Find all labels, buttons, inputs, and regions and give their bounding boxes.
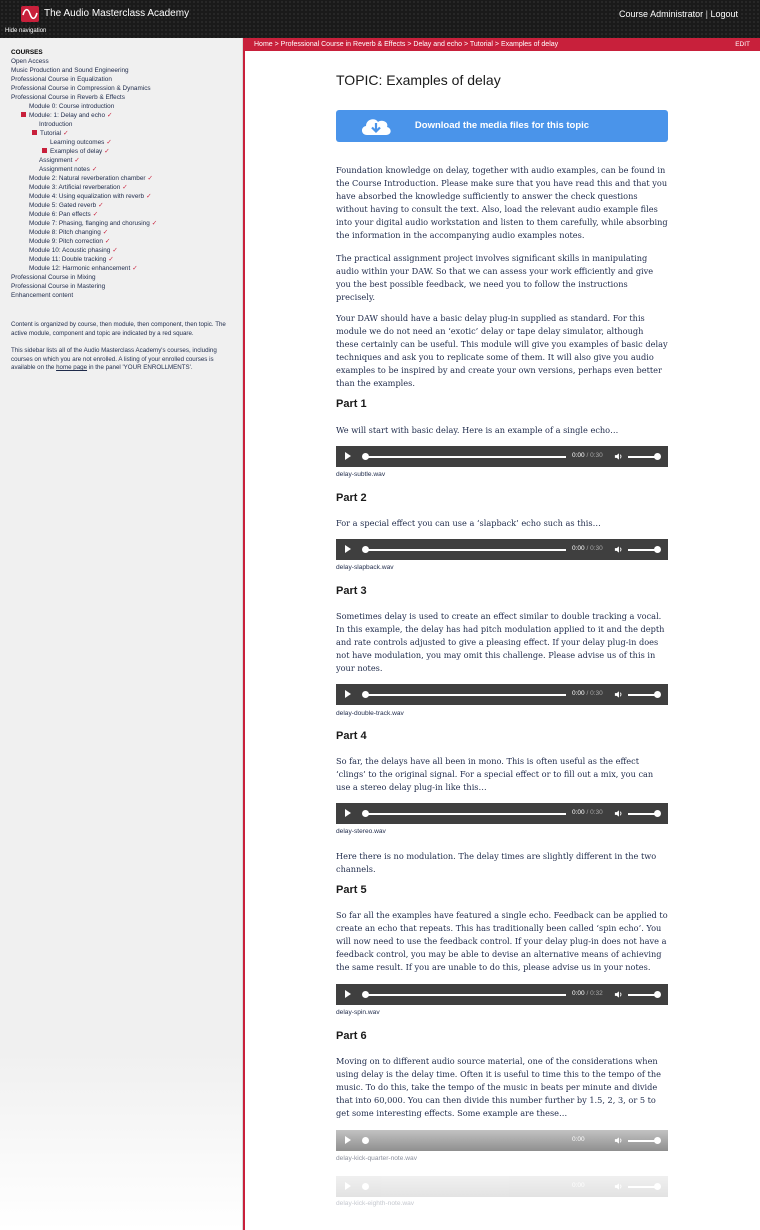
audio-player[interactable] [336,1176,668,1197]
play-icon[interactable] [345,809,351,817]
time-separator: / [584,545,591,552]
top-bar [0,0,760,38]
play-icon[interactable] [345,990,351,998]
time-separator: / [584,809,591,816]
nav-item[interactable] [11,219,157,228]
download-label: Download the media files for this topic [414,120,590,131]
check-icon: ✓ [122,184,128,191]
nav-item[interactable]: Introduction [39,121,73,128]
user-menu [619,9,738,19]
nav-item[interactable]: Enhancement content [11,292,74,299]
volume-handle[interactable] [654,810,661,817]
intro-paragraph-1: Foundation knowledge on delay, together with audio examples, can be found in the Course Introduction. Please make sure that you have read this and that you have absorbed the knowledge sufficiently to answer the check questions without having to consult the text. Also, load the relevant audio example files into your digital audio workstation and listen to them carefully, while absorbing the information in the accompanying audio examples notes. [336,165,668,240]
check-icon: ✓ [102,229,109,236]
audio-filename: delay-slapback.wav [336,564,394,571]
active-marker-icon [21,112,26,117]
total-time: 0:30 [590,809,603,816]
sidebar-note: Content is organized by course, then module, then component, then topic. The active module, component and topic are indicated by a red square. [11,321,226,337]
nav-item-label: Module: 1: Delay and echo [29,112,106,119]
part-5-text: So far all the examples have featured a single echo. Feedback can be applied to create an echo that repeats. This has traditionally been called ‘spin echo’. You will now need to use the feedback control. If your delay plug-in does not have a feedback control, you may be able to devise an alternative means of achieving the same result. If you are unable to do this, please advise us in your notes. [336,910,668,972]
note-text: This sidebar lists all of the Audio Masterclass Academy's courses, including courses on which you are not enrolled. A listing of your enrolled courses is available on the [11,347,217,371]
volume-icon[interactable] [614,809,623,818]
seek-bar[interactable] [365,994,566,996]
audio-filename: delay-subtle.wav [336,471,386,478]
check-icon: ✓ [92,211,99,218]
audio-player[interactable] [336,803,668,824]
time-display [572,545,603,552]
check-icon: ✓ [151,220,158,227]
play-icon[interactable] [345,452,351,460]
brand-title[interactable]: The Audio Masterclass Academy [44,8,190,19]
audio-player[interactable] [336,1130,668,1151]
nav-item-label: Module 5: Gated reverb [29,202,97,209]
logo-icon[interactable] [21,6,39,22]
nav-item-label: Module 10: Acoustic phasing [29,247,111,254]
play-icon[interactable] [345,545,351,553]
active-marker-icon [42,148,47,153]
part-6-heading: Part 6 [336,1030,367,1042]
current-time: 0:00 [572,809,585,816]
audio-player[interactable] [336,684,668,705]
play-icon[interactable] [345,690,351,698]
nav-item[interactable] [11,165,157,174]
part-2-text: For a special effect you can use a ‘slapback’ echo such as this… [336,518,601,528]
part-4-heading: Part 4 [336,730,367,742]
seek-bar[interactable] [365,694,566,696]
nav-item-label: Assignment [39,157,73,164]
nav-item[interactable] [11,246,157,255]
time-separator: / [584,990,591,997]
nav-item[interactable] [11,264,157,273]
total-time: 0:30 [590,545,603,552]
nav-item-label: Tutorial [40,130,62,137]
sidebar-note-enrollments [11,347,236,373]
volume-handle[interactable] [654,546,661,553]
course-nav [11,48,157,300]
seek-bar[interactable] [365,813,566,815]
content-divider [243,38,245,1230]
time-separator: / [584,452,591,459]
breadcrumb-links[interactable]: Home > Professional Course in Reverb & Effects > Delay and echo > Tutorial > Examples of delay [254,41,559,48]
nav-item-active-module[interactable] [11,111,157,120]
seek-handle[interactable] [362,1183,369,1190]
part-4-followup: Here there is no modulation. The delay times are slightly different in the two channels. [336,851,657,874]
check-icon: ✓ [146,193,152,200]
audio-filename: delay-kick-eighth-note.wav [336,1200,415,1207]
nav-item-label: Module 4: Using equalization with reverb [29,193,145,200]
nav-item[interactable] [11,138,157,147]
nav-item[interactable]: Professional Course in Reverb & Effects [11,94,125,101]
hide-navigation-link[interactable]: Hide navigation [5,28,47,34]
nav-item-label: Module 11: Double tracking [29,256,107,263]
intro-paragraph-2: The practical assignment project involves significant skills in manipulating audio within your DAW. So that we can assess your work efficiently and give you the best possible feedback, we need you to follow the instructions precisely. [336,253,654,302]
nav-item-label: Module 2: Natural reverberation chamber [29,175,146,182]
nav-item-active-component[interactable] [11,129,157,138]
time-display [572,1136,585,1143]
nav-item[interactable]: Professional Course in Equalization [11,76,112,83]
audio-player[interactable] [336,446,668,467]
nav-item[interactable] [11,156,157,165]
volume-icon[interactable] [614,1182,623,1191]
audio-filename: delay-stereo.wav [336,828,386,835]
volume-handle[interactable] [654,691,661,698]
seek-handle[interactable] [362,546,369,553]
volume-icon[interactable] [614,990,623,999]
current-time: 0:00 [572,1136,585,1143]
audio-player[interactable] [336,984,668,1005]
volume-icon[interactable] [614,690,623,699]
play-icon[interactable] [345,1136,351,1144]
seek-bar[interactable] [365,549,566,551]
volume-icon[interactable] [614,452,623,461]
seek-handle[interactable] [362,991,369,998]
volume-handle[interactable] [654,991,661,998]
nav-item[interactable] [11,183,157,192]
check-icon: ✓ [98,202,104,209]
intro-paragraph-3: Your DAW should have a basic delay plug-in supplied as standard. For this module we do not need an ‘exotic’ delay or tape delay simulator, although these certainly can be useful. This module will give you examples of basic delay techniques and ask you to replicate some of them. It will also give you audio examples to be inspired by and create your own versions, perhaps even better than the examples. [336,313,668,388]
part-4-text: So far, the delays have all been in mono. This is often useful as the effect ‘clings’ to the original signal. For a special effect or to fill out a mix, you can use a stereo delay plug-in like this… [336,756,654,792]
seek-handle[interactable] [362,1137,369,1144]
nav-item[interactable] [11,255,157,264]
check-icon: ✓ [63,130,69,137]
nav-item[interactable] [11,237,157,246]
check-icon: ✓ [147,175,153,182]
time-display [572,990,603,997]
time-display [572,690,603,697]
nav-item-label: Module 12: Harmonic enhancement [29,265,131,272]
nav-item[interactable]: Music Production and Sound Engineering [11,67,129,74]
audio-filename: delay-kick-quarter-note.wav [336,1155,417,1162]
nav-item-label: Module 7: Phasing, flanging and chorusing [29,220,150,227]
nav-item[interactable] [11,228,157,237]
audio-filename: delay-double-track.wav [336,710,404,717]
time-display [572,809,603,816]
seek-handle[interactable] [362,453,369,460]
nav-item[interactable] [11,201,157,210]
volume-icon[interactable] [614,1136,623,1145]
nav-item-label: Module 8: Pitch changing [29,229,101,236]
check-icon: ✓ [104,238,111,245]
current-time: 0:00 [572,1182,585,1189]
logout-link[interactable]: Logout [710,9,738,19]
nav-item-label: Module 9: Pitch correction [29,238,103,245]
cloud-download-icon [358,115,394,151]
current-time: 0:00 [572,545,585,552]
nav-item-label: Examples of delay [50,148,103,155]
user-name[interactable]: Course Administrator [619,9,704,19]
home-page-link[interactable]: home page [56,364,88,371]
nav-item[interactable] [11,192,157,201]
nav-item[interactable] [11,174,157,183]
nav-item-label: Assignment notes [39,166,90,173]
current-time: 0:00 [572,990,585,997]
check-icon: ✓ [108,256,114,263]
courses-heading: COURSES [11,49,43,56]
check-icon: ✓ [107,112,113,119]
time-display [572,1182,585,1189]
part-1-heading: Part 1 [336,398,367,410]
nav-item-label: Learning outcomes [50,139,105,146]
play-icon[interactable] [345,1182,351,1190]
volume-handle[interactable] [654,1183,661,1190]
seek-handle[interactable] [362,691,369,698]
nav-item[interactable]: Module 0: Course introduction [29,103,115,110]
part-3-heading: Part 3 [336,585,367,597]
part-2-heading: Part 2 [336,492,367,504]
note-text: in the panel 'YOUR ENROLLMENTS'. [87,364,193,371]
audio-filename: delay-spin.wav [336,1009,380,1016]
edit-button[interactable]: EDIT [735,41,750,48]
nav-item-label: Module 3: Artificial reverberation [29,184,121,191]
nav-item-label: Module 6: Pan effects [29,211,91,218]
time-display [572,452,603,459]
seek-bar[interactable] [365,456,566,458]
page-title: TOPIC: Examples of delay [336,72,501,88]
part-5-heading: Part 5 [336,884,367,896]
breadcrumb [245,38,760,51]
sidebar [0,38,243,1230]
download-media-button[interactable] [336,110,668,142]
check-icon: ✓ [112,247,118,254]
check-icon: ✓ [74,157,80,164]
nav-item[interactable]: Professional Course in Mastering [11,283,106,290]
nav-item[interactable]: Open Access [11,58,49,65]
part-1-text: We will start with basic delay. Here is an example of a single echo… [336,425,619,435]
volume-handle[interactable] [654,453,661,460]
current-time: 0:00 [572,690,585,697]
check-icon: ✓ [91,166,98,173]
total-time: 0:30 [590,452,603,459]
part-6-text: Moving on to different audio source material, one of the considerations when using delay is the delay time. Often it is useful to time this to the tempo of the music. To do this, take the tempo of the music in beats per minute and divide that into 60,000. You can then divide this number further by 1.5, 2, 3, or 5 to get some interesting effects. Some example are these… [336,1056,661,1118]
part-3-text: Sometimes delay is used to create an effect similar to double tracking a vocal. In this example, the delay has had pitch modulation applied to it and the depth and rate controls adjusted to give a pleasing effect. If your delay plug-in does not have modulation, you may omit this challenge. Please advise us of this in your notes. [336,611,665,673]
seek-handle[interactable] [362,810,369,817]
separator: | [705,9,708,19]
volume-handle[interactable] [654,1137,661,1144]
current-time: 0:00 [572,452,585,459]
nav-item-active-topic[interactable] [11,147,157,156]
total-time: 0:32 [590,990,603,997]
audio-player[interactable] [336,539,668,560]
nav-item[interactable]: Professional Course in Mixing [11,274,96,281]
nav-item[interactable] [11,210,157,219]
check-icon: ✓ [132,265,138,272]
check-icon: ✓ [106,139,112,146]
check-icon: ✓ [104,148,110,155]
active-marker-icon [32,130,37,135]
total-time: 0:30 [590,690,603,697]
nav-item[interactable]: Professional Course in Compression & Dynamics [11,85,151,92]
time-separator: / [584,690,591,697]
volume-icon[interactable] [614,545,623,554]
